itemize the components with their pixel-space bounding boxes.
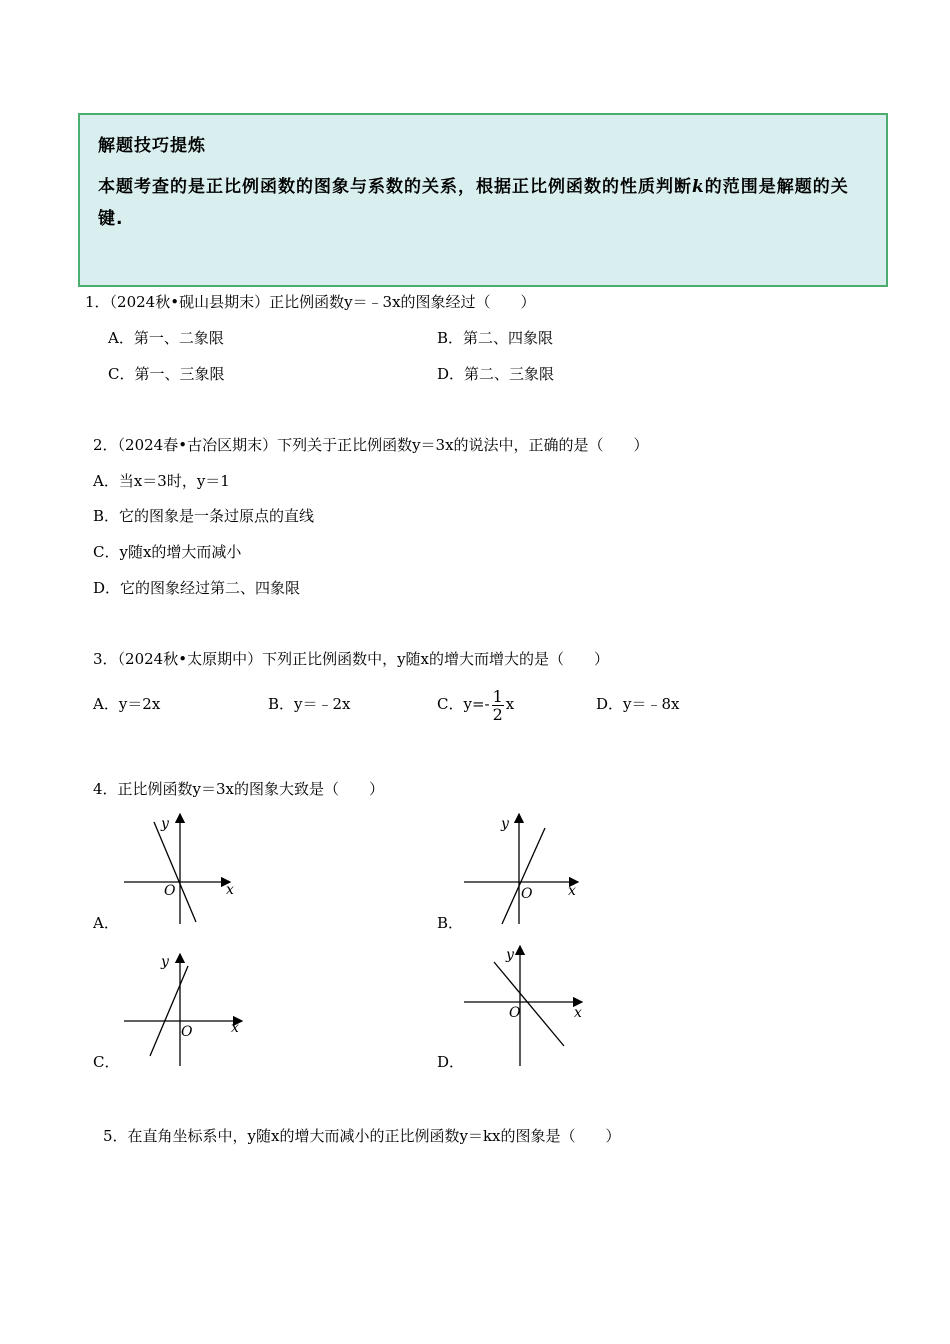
q1-option-a: A．第一、二象限 <box>108 329 224 347</box>
tip-body-post: 的范围是解题的关键. <box>98 177 849 229</box>
q3-stem: 3．（2024秋•太原期中）下列正比例函数中，y随x的增大而增大的是（ ） <box>93 650 610 668</box>
origin-label: O <box>509 1005 521 1021</box>
q4-label-c: C． <box>93 1053 120 1071</box>
q4-label-b: B． <box>437 914 464 932</box>
x-axis-label: x <box>568 883 576 899</box>
q2-stem: 2．（2024春•古冶区期末）下列关于正比例函数y＝3x的说法中，正确的是（ ） <box>93 436 649 454</box>
graph-line <box>502 828 545 924</box>
origin-label: O <box>164 883 176 899</box>
q4-graph-d <box>458 940 588 1070</box>
q3-option-c-suffix: x <box>505 695 515 713</box>
x-axis-label: x <box>226 882 234 898</box>
y-axis-label: y <box>161 954 169 970</box>
tip-body-var: k <box>692 177 705 197</box>
tip-title: 解题技巧提炼 <box>98 136 206 156</box>
origin-label: O <box>521 886 533 902</box>
q4-graph-b <box>458 810 588 930</box>
q1-option-d: D．第二、三象限 <box>437 365 555 383</box>
q2-option-a: A．当x＝3时，y＝1 <box>93 472 230 490</box>
q4-graph-a <box>118 810 248 930</box>
origin-label: O <box>181 1024 193 1040</box>
y-axis-label: y <box>506 947 514 963</box>
fraction-denominator: 2 <box>492 704 503 724</box>
graph-line <box>154 822 196 922</box>
y-axis-label: y <box>501 816 509 832</box>
q2-option-b: B．它的图象是一条过原点的直线 <box>93 507 315 525</box>
tip-body-pre: 本题考查的是正比例函数的图象与系数的关系，根据正比例函数的性质判断 <box>98 177 692 197</box>
q3-option-a: A．y＝2x <box>93 695 161 713</box>
q1-option-c: C．第一、三象限 <box>108 365 225 383</box>
q3-option-c-prefix: C．y=- <box>437 695 490 713</box>
q1-stem: 1．（2024秋•砚山县期末）正比例函数y＝﹣3x的图象经过（ ） <box>85 293 536 311</box>
q4-graph-c <box>118 950 248 1070</box>
q3-option-c <box>437 686 514 723</box>
fraction-numerator: 1 <box>492 686 503 706</box>
q2-option-c: C．y随x的增大而减小 <box>93 543 242 561</box>
q4-label-a: A． <box>93 914 119 932</box>
q4-stem: 4．正比例函数y＝3x的图象大致是（ ） <box>93 780 385 798</box>
q3-option-c-fraction <box>492 688 504 723</box>
x-axis-label: x <box>231 1020 239 1036</box>
graph-line <box>150 966 188 1056</box>
q4-label-d: D． <box>437 1053 465 1071</box>
x-axis-label: x <box>574 1005 582 1021</box>
q2-option-d: D．它的图象经过第二、四象限 <box>93 579 301 597</box>
q3-option-b: B．y＝﹣2x <box>268 695 351 713</box>
tip-body <box>98 171 874 235</box>
q5-stem: 5．在直角坐标系中，y随x的增大而减小的正比例函数y＝kx的图象是（ ） <box>103 1127 621 1145</box>
y-axis-label: y <box>161 816 169 832</box>
q1-option-b: B．第二、四象限 <box>437 329 554 347</box>
tip-box <box>78 113 888 287</box>
q3-option-d: D．y＝﹣8x <box>596 695 680 713</box>
graph-line <box>494 962 564 1046</box>
